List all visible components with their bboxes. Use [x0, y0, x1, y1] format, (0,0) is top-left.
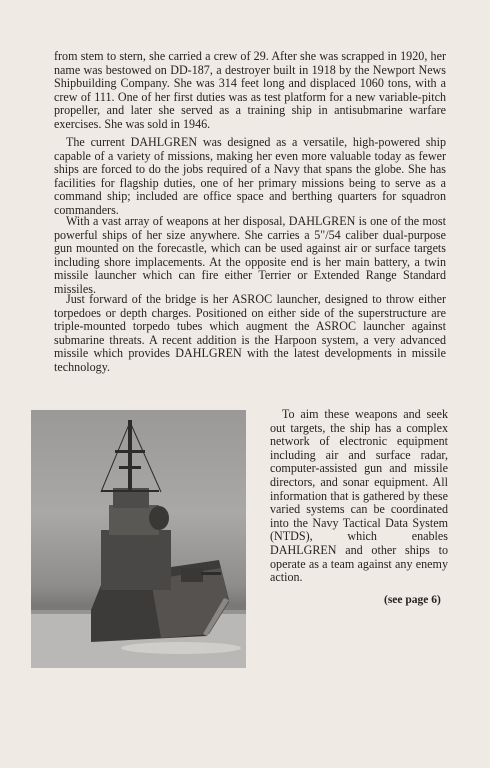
paragraph-history: from stem to stern, she carried a crew of 29. After she was scrapped in 1920, her name was bestowed on DD-187, a destroyer built in 1918 by the Newport News Shipbuilding Company. She was 314 feet long and displaced 1060 tons, with a crew of 111. One of her first duties was as test platform for a new variable-pitch propeller, and later she served as a training ship in antisubmarine warfare exercises. She was sold in 1946. — [54, 49, 446, 131]
continuation-note: (see page 6) — [384, 594, 441, 606]
paragraph-electronics: To aim these weapons and seek out targets, the ship has a complex network of electronic equipment including air and surface radar, computer-assisted gun and missile directors, and sonar equipment. All information that is gathered by these varied systems can be coordinated into the Navy Tactical Data System (NTDS), which enables DAHLGREN and other ships to operate as a team against any enemy action. — [270, 407, 448, 585]
paragraph-current-dahlgren: The current DAHLGREN was designed as a versatile, high-powered ship capable of a variety of missions, making her even more valuable today as fewer ships are forced to do the jobs required of a Navy that spans the globe. She has facilities for flagship duties, one of her primary missions being to serve as a command ship; included are office space and berthing quarters for squadron commanders. — [54, 135, 446, 217]
paragraph-weapons: With a vast array of weapons at her disposal, DAHLGREN is one of the most powerful ships of her size anywhere. She carries a 5"/54 caliber dual-purpose gun mounted on the forecastle, which can be used against air or surface targets including shore implacements. At the opposite end is her main battery, a twin missile launcher which can fire either Terrier or Extended Range Standard missiles. — [54, 214, 446, 296]
ship-photo — [31, 410, 246, 668]
paragraph-asroc: Just forward of the bridge is her ASROC launcher, designed to throw either torpedoes or depth charges. Positioned on either side of the superstructure are triple-mounted torpedo tubes which augment the ASROC launcher against submarine threats. A recent addition is the Harpoon system, a very advanced missile which provides DAHLGREN with the latest developments in missile technology. — [54, 292, 446, 374]
